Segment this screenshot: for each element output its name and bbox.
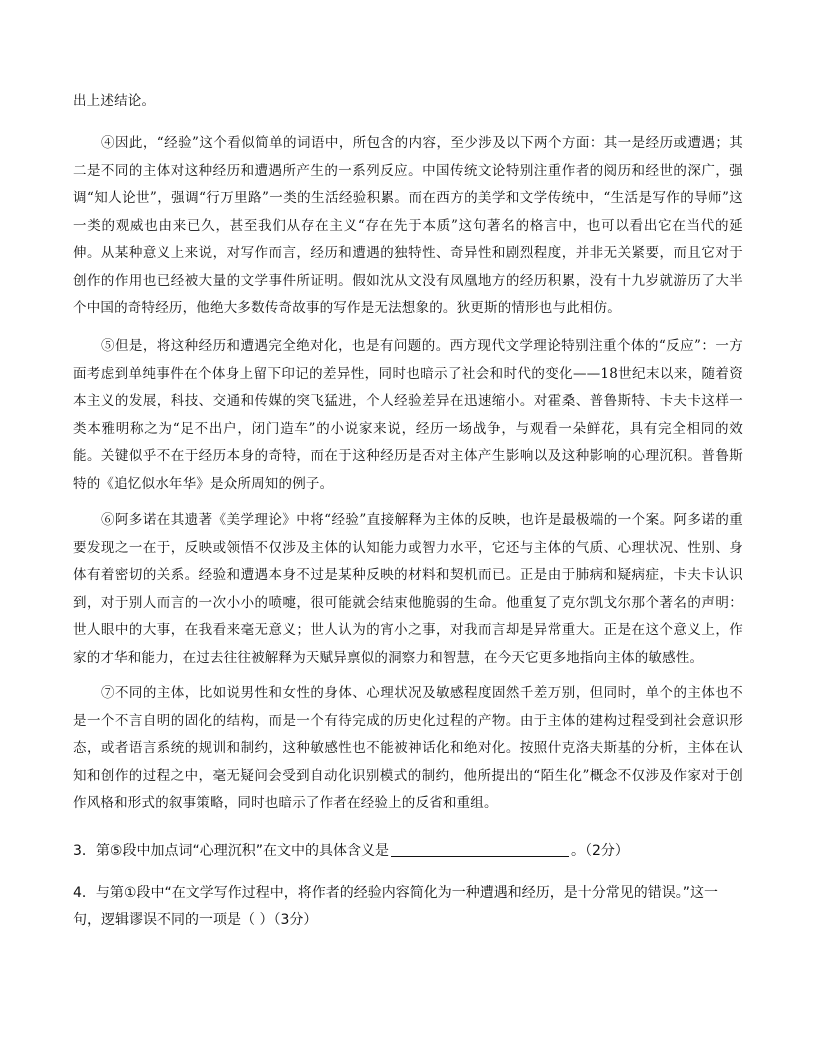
- paragraph-5: ⑤但是，将这种经历和遭遇完全绝对化，也是有问题的。西方现代文学理论特别注重个体的“反应”：一方面考虑到单纯事件在个体身上留下印记的差异性，同时也暗示了社会和时代的变化——18世纪末以来，随着资本主义的发展，科技、交通和传媒的突飞猛进，个人经验差异在迅速缩小。对霍桑、普鲁斯特、卡夫卡这样一类本雅明称之为“足不出户，闭门造车”的小说家来说，经历一场战争，与观看一朵鲜花，具有完全相同的效能。关键似乎不在于经历本身的奇特，而在于这种经历是否对主体产生影响以及这种影响的心理沉积。普鲁斯特的《追忆似水年华》是众所周知的例子。: [73, 338, 743, 492]
- question-4: 4．与第①段中“在文学写作过程中，将作者的经验内容简化为一种遭遇和经历，是十分常见的错误。”这一句，逻辑谬误不同的一项是（ ）（3分）: [73, 885, 718, 928]
- answer-blank[interactable]: [391, 842, 569, 857]
- paragraph-6: ⑥阿多诺在其遗著《美学理论》中将“经验”直接解释为主体的反映，也许是最极端的一个案。阿多诺的重要发现之一在于，反映或领悟不仅涉及主体的认知能力或智力水平，它还与主体的气质、心理状况、性别、身体有着密切的关系。经验和遭遇本身不过是某种反映的材料和契机而已。正是由于肺病和疑病症，卡夫卡认识到，对于别人而言的一次小小的喷嚏，很可能就会结束他脆弱的生命。他重复了克尔凯戈尔那个著名的声明：世人眼中的大事，在我看来毫无意义；世人认为的宵小之事，对我而言却是异常重大。正是在这个意义上，作家的才华和能力，在过去往往被解释为天赋异禀似的洞察力和智慧，在今天它更多地指向主体的敏感性。: [73, 512, 743, 666]
- question-3-score: 。（2分）: [570, 843, 629, 859]
- paragraph-continuation: 出上述结论。: [73, 93, 156, 109]
- paragraph-7: ⑦不同的主体，比如说男性和女性的身体、心理状况及敏感程度固然千差万别，但同时，单个的主体也不是一个不言自明的固化的结构，而是一个有待完成的历史化过程的产物。由于主体的建构过程受到社会意识形态，或者语言系统的规训和制约，这种敏感性也不能被神话化和绝对化。按照什克洛夫斯基的分析，主体在认知和创作的过程之中，毫无疑问会受到自动化识别模式的制约，他所提出的“陌生化”概念不仅涉及作家对于创作风格和形式的叙事策略，同时也暗示了作者在经验上的反省和重组。: [73, 685, 743, 811]
- question-3: [73, 838, 743, 865]
- paragraph-4: ④因此，“经验”这个看似简单的词语中，所包含的内容，至少涉及以下两个方面：其一是经历或遭遇；其二是不同的主体对这种经历和遭遇所产生的一系列反应。中国传统文论特别注重作者的阅历和经世的深广，强调“知人论世”，强调“行万里路”一类的生活经验积累。而在西方的美学和文学传统中，“生活是写作的导师”这一类的观威也由来已久，甚至我们从存在主义“存在先于本质”这句著名的格言中，也可以看出它在当代的延伸。从某种意义上来说，对写作而言，经历和遭遇的独特性、奇异性和剧烈程度，并非无关紧要，而且它对于创作的作用也已经被大量的文学事件所证明。假如沈从文没有凤凰地方的经历积累，没有十九岁就游历了大半个中国的奇特经历，他绝大多数传奇故事的写作是无法想象的。狄更斯的情形也与此相仿。: [73, 135, 743, 316]
- question-3-prompt: 3．第⑤段中加点词“心理沉积”在文中的具体含义是: [73, 843, 389, 859]
